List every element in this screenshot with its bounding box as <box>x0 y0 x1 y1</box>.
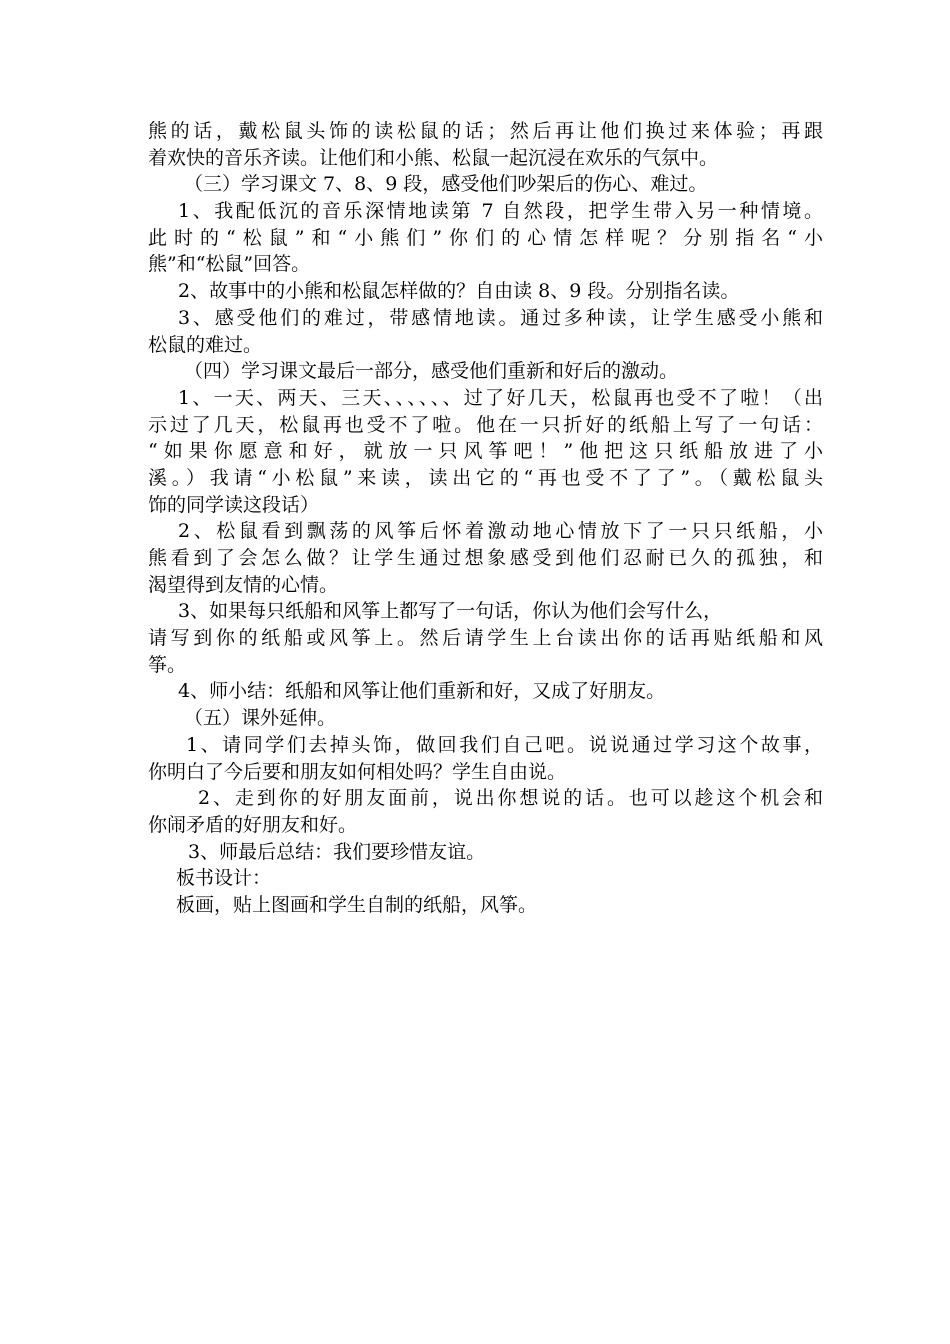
document-body <box>148 118 823 919</box>
text-line: 你闹矛盾的好朋友和好。 <box>148 813 358 836</box>
text-line: 3、感受他们的难过，带感情地读。通过多种读，让学生感受小熊和 <box>178 306 823 329</box>
text-line: 熊的话，戴松鼠头饰的读松鼠的话；然后再让他们换过来体验；再跟 <box>148 120 823 142</box>
text-line: 着欢快的音乐齐读。让他们和小熊、松鼠一起沉浸在欢乐的气氛中。 <box>148 146 719 169</box>
text-line: 饰的同学读这段话） <box>148 493 320 516</box>
text-line: 溪。）我请“小松鼠”来读，读出它的“再也受不了了”。（戴松鼠头 <box>148 466 823 489</box>
section-heading: （三）学习课文 7、8、9 段，感受他们吵架后的伤心、难过。 <box>184 173 708 196</box>
text-line: 熊”和“松鼠”回答。 <box>148 253 311 276</box>
text-line: 3、师最后总结：我们要珍惜友谊。 <box>188 840 486 863</box>
text-line: 板画，贴上图画和学生自制的纸船，风筝。 <box>176 893 538 916</box>
text-line: 松鼠的难过。 <box>148 333 263 356</box>
text-line: 4、师小结：纸船和风筝让他们重新和好，又成了好朋友。 <box>178 680 666 703</box>
section-heading: 板书设计： <box>176 867 272 890</box>
text-line: 渴望得到友情的心情。 <box>148 573 339 596</box>
text-line: 请写到你的纸船或风筝上。然后请学生上台读出你的话再贴纸船和风 <box>148 627 823 650</box>
text-line: 示过了几天，松鼠再也受不了啦。他在一只折好的纸船上写了一句话： <box>148 413 823 436</box>
text-line: 2、走到你的好朋友面前，说出你想说的话。也可以趁这个机会和 <box>198 787 823 810</box>
text-line: 你明白了今后要和朋友如何相处吗？学生自由说。 <box>148 760 567 783</box>
text-line: “如果你愿意和好，就放一只风筝吧！”他把这只纸船放进了小 <box>148 440 823 463</box>
text-line: 1、我配低沉的音乐深情地读第 7 自然段，把学生带入另一种情境。 <box>178 200 823 223</box>
text-line: 2、故事中的小熊和松鼠怎样做的？自由读 8、9 段。分别指名读。 <box>178 280 740 303</box>
text-line: 筝。 <box>148 653 187 676</box>
section-heading: （四）学习课文最后一部分，感受他们重新和好后的激动。 <box>184 360 679 383</box>
text-line: 3、如果每只纸船和风筝上都写了一句话，你认为他们会写什么， <box>178 600 723 623</box>
text-line: 2、松鼠看到飘荡的风筝后怀着激动地心情放下了一只只纸船，小 <box>178 520 823 543</box>
text-line: 此时的“松鼠”和“小熊们”你们的心情怎样呢？分别指名“小 <box>148 226 823 249</box>
text-line: 1、一天、两天、三天、、、、、、过了好几天，松鼠再也受不了啦！（出 <box>178 386 823 409</box>
text-line: 熊看到了会怎么做？让学生通过想象感受到他们忍耐已久的孤独，和 <box>148 547 823 569</box>
section-heading: （五）课外延伸。 <box>184 707 337 730</box>
text-line: 1、请同学们去掉头饰，做回我们自己吧。说说通过学习这个故事， <box>186 733 823 756</box>
